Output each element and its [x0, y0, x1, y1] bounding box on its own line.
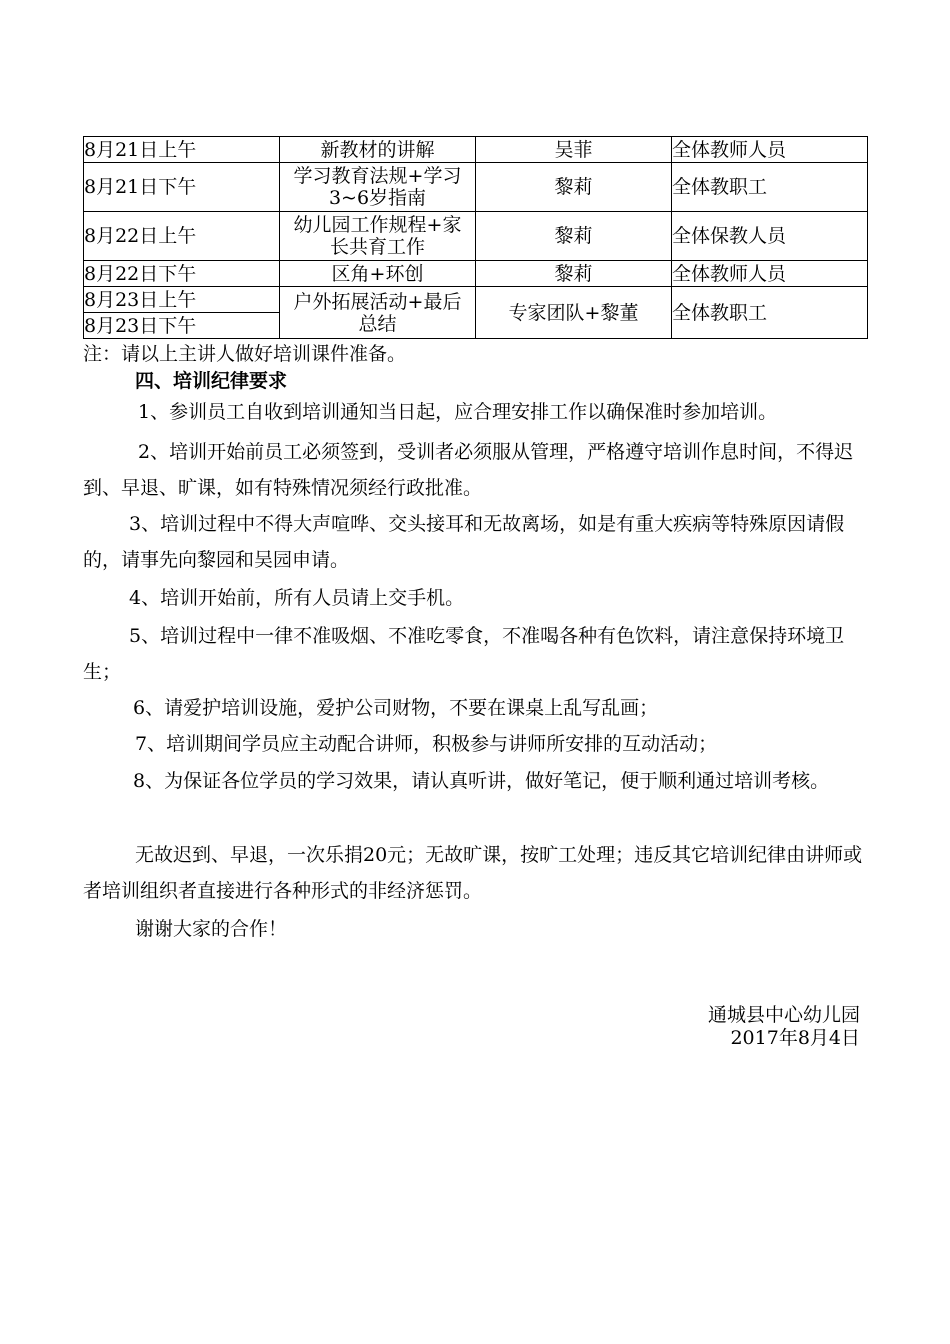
- speaker-cell: 专家团队+黎董: [476, 287, 672, 339]
- audience-cell: 全体保教人员: [672, 212, 868, 261]
- rule-paragraph: 3、培训过程中不得大声喧哗、交头接耳和无故离场，如是有重大疾病等特殊原因请假的，请事先向黎园和吴园申请。: [83, 513, 845, 571]
- rule-paragraph: 6、请爱护培训设施，爱护公司财物，不要在课桌上乱写乱画；: [133, 697, 659, 719]
- table-row: [84, 212, 868, 261]
- signature-org: 通城县中心幼儿园: [707, 1004, 860, 1026]
- table-row: [84, 287, 868, 313]
- rule-paragraph: 1、参训员工自收到培训通知当日起，应合理安排工作以确保准时参加培训。: [138, 401, 778, 423]
- topic-cell: 学习教育法规+学习3~6岁指南: [280, 163, 476, 212]
- speaker-cell: 黎莉: [476, 163, 672, 212]
- speaker-cell: 吴菲: [476, 137, 672, 163]
- audience-cell: 全体教师人员: [672, 261, 868, 287]
- training-schedule-table: [83, 136, 868, 339]
- rule-paragraph: 7、培训期间学员应主动配合讲师，积极参与讲师所安排的互动活动；: [135, 733, 718, 755]
- rule-paragraph: 8、为保证各位学员的学习效果，请认真听讲，做好笔记，便于顺利通过培训考核。: [133, 770, 830, 792]
- rule-paragraph: 5、培训过程中一律不准吸烟、不准吃零食，不准喝各种有色饮料，请注意保持环境卫生；: [83, 625, 845, 683]
- table-row: [84, 137, 868, 163]
- topic-cell: 新教材的讲解: [280, 137, 476, 163]
- time-cell: 8月22日上午: [84, 212, 280, 261]
- rule-paragraph: 2、培训开始前员工必须签到，受训者必须服从管理，严格遵守培训作息时间，不得迟到、早退、旷课，如有特殊情况须经行政批准。: [83, 441, 854, 499]
- audience-cell: 全体教职工: [672, 163, 868, 212]
- topic-cell: 区角+环创: [280, 261, 476, 287]
- time-cell: 8月23日上午: [84, 287, 280, 313]
- time-cell: 8月23日下午: [84, 313, 280, 339]
- table-row: [84, 261, 868, 287]
- time-cell: 8月22日下午: [84, 261, 280, 287]
- rule-paragraph: 4、培训开始前，所有人员请上交手机。: [129, 587, 465, 609]
- time-cell: 8月21日上午: [84, 137, 280, 163]
- signature-date: 2017年8月4日: [730, 1027, 860, 1049]
- speaker-cell: 黎莉: [476, 212, 672, 261]
- table-row: [84, 163, 868, 212]
- section-heading: 四、培训纪律要求: [135, 370, 288, 392]
- topic-cell: 户外拓展活动+最后总结: [280, 287, 476, 339]
- topic-cell: 幼儿园工作规程+家长共育工作: [280, 212, 476, 261]
- penalty-paragraph: 无故迟到、早退，一次乐捐20元；无故旷课，按旷工处理；违反其它培训纪律由讲师或者培训组织者直接进行各种形式的非经济惩罚。: [83, 844, 863, 902]
- thanks-line: 谢谢大家的合作！: [135, 918, 288, 940]
- audience-cell: 全体教师人员: [672, 137, 868, 163]
- audience-cell: 全体教职工: [672, 287, 868, 339]
- table-note: 注：请以上主讲人做好培训课件准备。: [83, 343, 407, 365]
- speaker-cell: 黎莉: [476, 261, 672, 287]
- time-cell: 8月21日下午: [84, 163, 280, 212]
